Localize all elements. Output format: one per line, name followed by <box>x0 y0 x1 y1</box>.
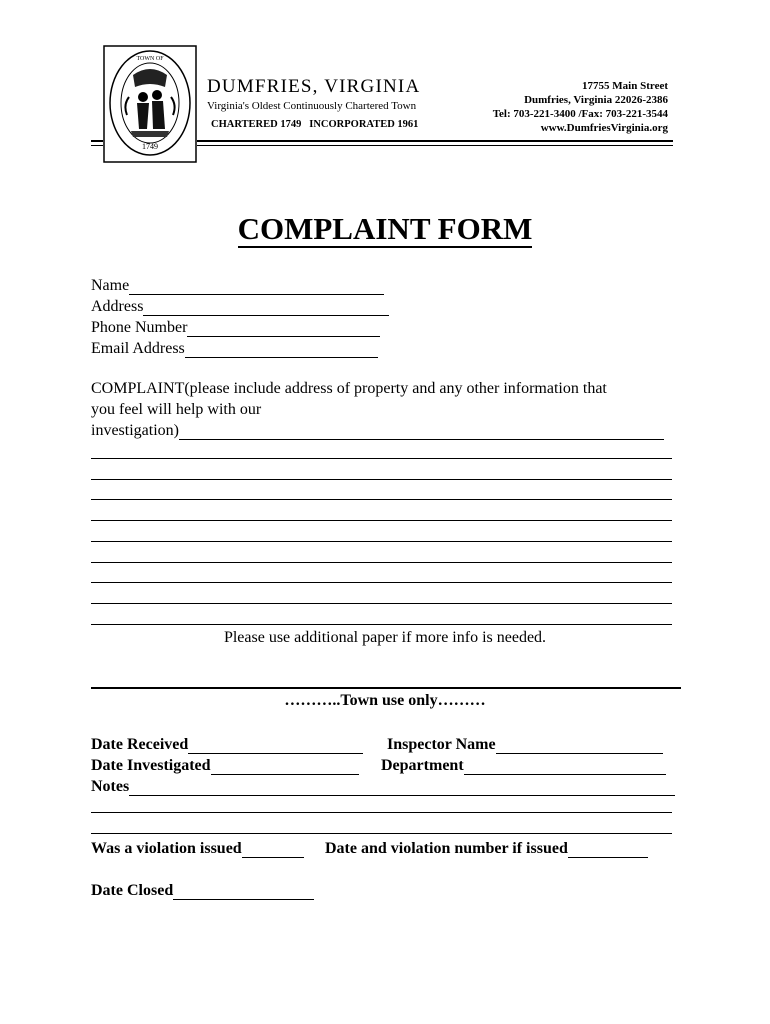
department-label: Department <box>381 757 464 774</box>
phone-field[interactable] <box>91 317 380 337</box>
letterhead-rule-thin <box>197 145 673 146</box>
complaint-label-investigation: investigation) <box>91 422 179 439</box>
notes-line[interactable] <box>91 833 672 834</box>
name-line[interactable] <box>129 279 384 295</box>
date-closed-label: Date Closed <box>91 882 174 899</box>
address-field[interactable] <box>91 296 389 316</box>
form-title-text: COMPLAINT FORM <box>237 211 533 246</box>
department-line[interactable] <box>464 759 666 775</box>
address-phone-fax: Tel: 703-221-3400 /Fax: 703-221-3544 <box>492 108 668 120</box>
notes-line[interactable] <box>129 780 675 796</box>
complaint-line[interactable] <box>91 458 672 459</box>
inspector-name-label: Inspector Name <box>387 736 496 753</box>
date-received-label: Date Received <box>91 736 189 753</box>
date-investigated-field[interactable] <box>91 755 359 775</box>
complaint-line[interactable] <box>91 479 672 480</box>
form-title <box>0 211 770 248</box>
complaint-line[interactable] <box>91 499 672 500</box>
notes-label: Notes <box>91 778 130 795</box>
town-seal <box>103 45 197 163</box>
town-use-header: ………..Town use only……… <box>284 692 486 709</box>
svg-text:1749: 1749 <box>142 142 158 151</box>
town-charter-info <box>211 119 418 130</box>
complaint-line[interactable] <box>91 603 672 604</box>
inspector-name-line[interactable] <box>496 738 663 754</box>
complaint-line[interactable] <box>91 520 672 521</box>
letterhead-left-rule-2 <box>91 145 103 146</box>
name-field[interactable] <box>91 275 384 295</box>
phone-line[interactable] <box>187 321 380 337</box>
complaint-instructions-2: you feel will help with our <box>91 401 262 418</box>
chartered-text: CHARTERED 1749 <box>211 119 302 130</box>
phone-label: Phone Number <box>91 319 188 336</box>
name-label: Name <box>91 277 130 294</box>
letterhead-rule-thick <box>197 140 673 142</box>
violation-issued-label: Was a violation issued <box>91 840 242 857</box>
complaint-line[interactable] <box>91 562 672 563</box>
violation-number-field[interactable] <box>325 838 648 858</box>
violation-issued-field[interactable] <box>91 838 304 858</box>
additional-paper-note: Please use additional paper if more info is needed. <box>223 629 547 646</box>
date-investigated-label: Date Investigated <box>91 757 211 774</box>
complaint-line-first[interactable] <box>179 424 664 440</box>
address-label: Address <box>91 298 144 315</box>
date-received-field[interactable] <box>91 734 363 754</box>
department-field[interactable] <box>381 755 666 775</box>
town-name: DUMFRIES, VIRGINIA <box>207 76 421 97</box>
complaint-field[interactable] <box>91 420 664 440</box>
inspector-name-field[interactable] <box>387 734 663 754</box>
notes-line[interactable] <box>91 812 672 813</box>
town-tagline: Virginia's Oldest Continuously Chartered Town <box>207 100 417 112</box>
email-line[interactable] <box>185 342 378 358</box>
complaint-line[interactable] <box>91 541 672 542</box>
date-closed-line[interactable] <box>173 884 314 900</box>
address-website: www.DumfriesVirginia.org <box>540 122 668 134</box>
complaint-instructions-1: COMPLAINT(please include address of property and any other information that <box>91 380 607 397</box>
complaint-line[interactable] <box>91 624 672 625</box>
notes-field[interactable] <box>91 776 675 796</box>
date-closed-field[interactable] <box>91 880 314 900</box>
violation-number-line[interactable] <box>568 842 648 858</box>
date-received-line[interactable] <box>188 738 363 754</box>
complaint-line[interactable] <box>91 582 672 583</box>
email-label: Email Address <box>91 340 185 357</box>
email-field[interactable] <box>91 338 378 358</box>
svg-text:TOWN OF: TOWN OF <box>136 56 164 62</box>
letterhead-left-rule <box>91 140 103 142</box>
violation-issued-line[interactable] <box>242 842 304 858</box>
address-street: 17755 Main Street <box>582 80 668 92</box>
address-line[interactable] <box>143 300 389 316</box>
incorporated-text: INCORPORATED 1961 <box>309 119 419 130</box>
town-use-divider <box>91 687 681 689</box>
violation-number-label: Date and violation number if issued <box>325 840 568 857</box>
address-city: Dumfries, Virginia 22026-2386 <box>524 94 668 106</box>
date-investigated-line[interactable] <box>211 759 359 775</box>
